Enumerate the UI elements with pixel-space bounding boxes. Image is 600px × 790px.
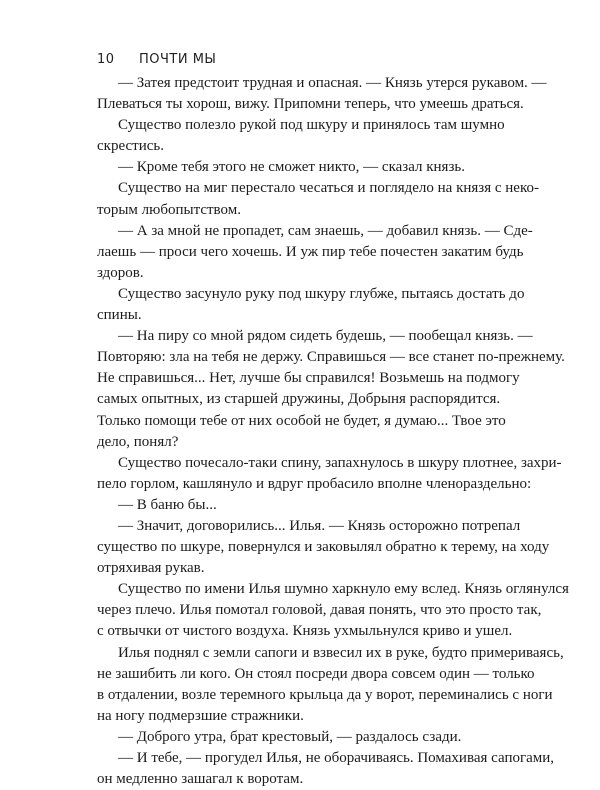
text-line: торым любопытством.	[97, 201, 241, 218]
text-line: Илья поднял с земли сапоги и взвесил их в руке, будто примериваясь,	[118, 644, 564, 661]
text-line: на ногу подмерзшие стражники.	[97, 707, 304, 724]
text-line: дело, понял?	[97, 433, 179, 450]
text-line: скрестись.	[97, 138, 164, 155]
text-line: существо по шкуре, повернулся и заковылял обратно к терему, на ходу	[97, 539, 550, 556]
text-line: Плеваться ты хорош, вижу. Припомни теперь, что умеешь драться.	[97, 96, 524, 113]
text-line: отряхивая рукав.	[97, 560, 205, 577]
text-line: в отдалении, возле теремного крыльца да у ворот, переминались с ноги	[97, 686, 553, 703]
text-line: — А за мной не пропадет, сам знаешь, — добавил князь. — Сде-	[118, 222, 533, 239]
page-number: 10	[97, 52, 115, 67]
text-line: — Доброго утра, брат крестовый, — раздалось сзади.	[118, 728, 462, 745]
book-title: ПОЧТИ МЫ	[139, 52, 217, 67]
text-line: спины.	[97, 307, 142, 324]
text-line: — Значит, договорились... Илья. — Князь осторожно потрепал	[118, 517, 521, 534]
text-line: пело горлом, кашлянуло и вдруг пробасило вполне членораздельно:	[97, 475, 532, 492]
text-line: Существо почесало-таки спину, запахнулось в шкуру плотнее, захри-	[118, 454, 562, 471]
running-header	[97, 52, 216, 67]
text-line: через плечо. Илья помотал головой, давая понять, что это просто так,	[97, 602, 542, 619]
text-line: лаешь — проси чего хочешь. И уж пир тебе почестен закатим будь	[97, 243, 524, 260]
text-line: здоров.	[97, 264, 144, 281]
text-line: Существо полезло рукой под шкуру и принялось там шумно	[118, 117, 505, 134]
text-line: — И тебе, — прогудел Илья, не оборачиваясь. Помахивая сапогами,	[118, 750, 555, 766]
text-line: с отвычки от чистого воздуха. Князь ухмыльнулся криво и ушел.	[97, 623, 513, 640]
text-line: Существо по имени Илья шумно харкнуло ему вслед. Князь оглянулся	[118, 581, 569, 598]
text-line: Существо засунуло руку под шкуру глубже, пытаясь достать до	[118, 285, 525, 302]
text-line: он медленно зашагал к воротам.	[97, 771, 304, 788]
text-line: не зашибить ли кого. Он стоял посреди двора совсем один — только	[97, 665, 535, 682]
body-text	[97, 73, 569, 790]
text-line: — В баню бы...	[118, 496, 217, 513]
text-line: Не справишься... Нет, лучше бы справился! Возьмешь на подмогу	[97, 370, 520, 387]
text-line: Повторяю: зла на тебя не держу. Справишься — все станет по-прежнему.	[97, 349, 565, 366]
text-line: Только помощи тебе от них особой не будет, я думаю... Твое это	[97, 412, 506, 429]
text-line: Существо на миг перестало чесаться и поглядело на князя с неко-	[118, 180, 539, 197]
text-line: самых опытных, из старшей дружины, Добрыня распорядится.	[97, 391, 501, 408]
text-line: — На пиру со мной рядом сидеть будешь, — пообещал князь. —	[118, 328, 533, 345]
text-line: — Кроме тебя этого не сможет никто, — сказал князь.	[118, 159, 465, 176]
text-line: — Затея предстоит трудная и опасная. — Князь утерся рукавом. —	[118, 75, 547, 91]
